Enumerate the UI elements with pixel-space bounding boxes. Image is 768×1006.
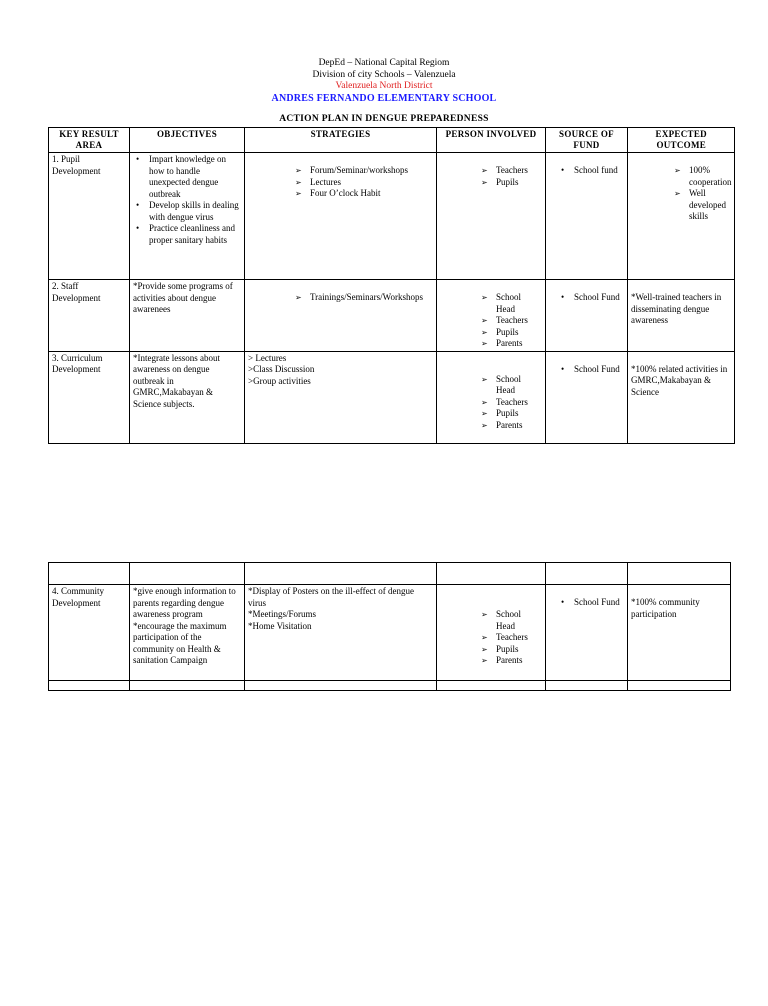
person-item: ➢ Teachers <box>479 397 542 409</box>
objectives-cell: *Integrate lessons about awareness on dengue outbreak in GMRC,Makabayan & Science subjects. <box>130 351 245 443</box>
table-row <box>49 585 731 681</box>
plan-title: ACTION PLAN IN DENGUE PREPAREDNESS <box>279 114 489 124</box>
kra-cell: 3. Curriculum Development <box>49 351 130 443</box>
person-item: ➢ Pupils <box>479 327 542 339</box>
action-plan-table-continued <box>48 562 731 691</box>
strategy-item: ➢ Forum/Seminar/workshops <box>293 165 433 177</box>
col-header-kra: KEY RESULT AREA <box>49 128 130 153</box>
outcome-cell: *100% community participation <box>628 585 731 681</box>
source-cell <box>546 585 628 681</box>
person-item: ➢ Teachers <box>479 315 542 327</box>
empty-row <box>49 681 731 691</box>
outcome-cell: *100% related activities in GMRC,Makabayan & Science <box>628 351 735 443</box>
table-row <box>49 280 735 352</box>
objective-item: *encourage the maximum participation of the community on Health & sanitation Campaign <box>133 620 227 665</box>
source-item: • School Fund <box>558 597 624 609</box>
persons-cell <box>437 153 546 280</box>
strategy-item: *Display of Posters on the ill-effect of dengue virus <box>248 586 415 608</box>
kra-cell: 2. Staff Development <box>49 280 130 352</box>
objectives-cell: *Provide some programs of activities about dengue awarenees <box>130 280 245 352</box>
kra-cell: 4. Community Development <box>49 585 130 681</box>
objective-item: *give enough information to parents regarding dengue awareness program <box>133 586 236 619</box>
strategy-item: >Class Discussion <box>248 364 315 374</box>
table-header-row <box>49 128 735 153</box>
persons-cell <box>437 280 546 352</box>
outcome-cell <box>628 153 735 280</box>
strategies-cell <box>245 585 437 681</box>
person-item: ➢ Parents <box>479 338 542 350</box>
source-item: • School Fund <box>558 292 624 304</box>
strategies-cell <box>245 153 437 280</box>
header-region: DepEd – National Capital Regiom <box>318 58 450 68</box>
strategy-item: *Home Visitation <box>248 620 312 631</box>
person-item: ➢ Parents <box>479 655 542 667</box>
persons-cell <box>437 585 546 681</box>
source-cell <box>546 351 628 443</box>
source-cell <box>546 153 628 280</box>
person-item: ➢ Teachers <box>479 632 542 644</box>
objective-item: • Practice cleanliness and proper sanitary habits <box>133 223 241 246</box>
person-item: ➢ Pupils <box>479 177 542 189</box>
table-row <box>49 153 735 280</box>
person-item: ➢ Teachers <box>479 165 542 177</box>
source-item: • School Fund <box>558 364 624 376</box>
person-item: ➢ Parents <box>479 420 542 432</box>
strategy-item: >Group activities <box>248 375 311 386</box>
header-division: Division of city Schools – Valenzuela <box>312 69 456 80</box>
strategy-item: ➢ Lectures <box>293 177 433 189</box>
col-header-persons: PERSON INVOLVED <box>437 128 546 153</box>
table-row <box>49 351 735 443</box>
strategies-cell <box>245 351 437 443</box>
action-plan-table <box>48 127 735 444</box>
person-item: ➢ Pupils <box>479 644 542 656</box>
col-header-strategies: STRATEGIES <box>245 128 437 153</box>
outcome-cell: *Well-trained teachers in disseminating dengue awareness <box>628 280 735 352</box>
objective-item: • Impart knowledge on how to handle unexpected dengue outbreak <box>133 154 241 200</box>
person-item: ➢ School Head <box>479 374 542 397</box>
document-header <box>0 58 768 104</box>
header-school-name: ANDRES FERNANDO ELEMENTARY SCHOOL <box>271 92 497 104</box>
source-cell <box>546 280 628 352</box>
persons-cell <box>437 351 546 443</box>
strategy-item: *Meetings/Forums <box>248 609 317 619</box>
objectives-cell <box>130 585 245 681</box>
person-item: ➢ Pupils <box>479 408 542 420</box>
empty-row <box>49 563 731 585</box>
col-header-source: SOURCE OF FUND <box>546 128 628 153</box>
strategy-item: ➢ Four O’clock Habit <box>293 188 433 200</box>
strategy-item: ➢ Trainings/Seminars/Workshops <box>293 292 433 304</box>
kra-cell: 1. Pupil Development <box>49 153 130 280</box>
objective-item: • Develop skills in dealing with dengue virus <box>133 200 241 223</box>
strategy-item: > Lectures <box>248 352 287 363</box>
objectives-cell <box>130 153 245 280</box>
col-header-outcome: EXPECTED OUTCOME <box>628 128 735 153</box>
header-district: Valenzuela North District <box>335 81 433 91</box>
person-item: ➢ School Head <box>479 609 542 632</box>
outcome-item: ➢ 100% cooperation <box>672 165 731 188</box>
col-header-objectives: OBJECTIVES <box>130 128 245 153</box>
strategies-cell <box>245 280 437 352</box>
outcome-item: ➢ Well developed skills <box>672 188 731 223</box>
person-item: ➢ School Head <box>479 292 542 315</box>
source-item: • School fund <box>558 165 624 177</box>
